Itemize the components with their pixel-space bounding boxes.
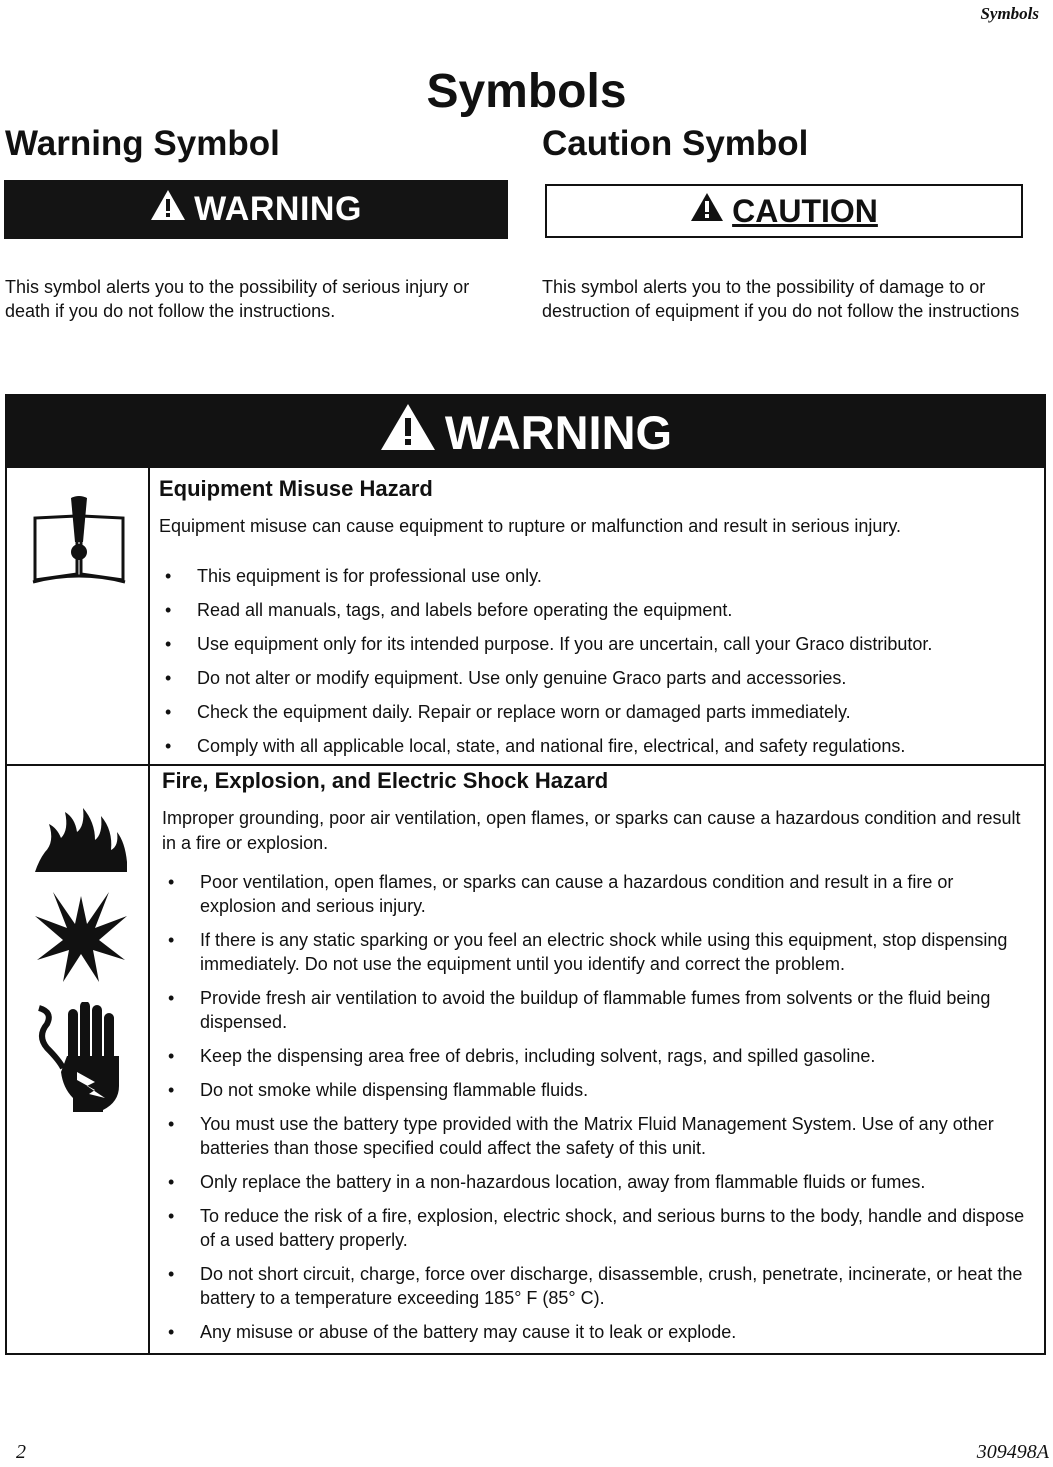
hazard-intro: Improper grounding, poor air ventilation, open flames, or sparks can cause a hazardous condition and result in a fire or explosion. (162, 808, 1021, 853)
list-item: • Do not alter or modify equipment. Use only genuine Graco parts and accessories. (159, 666, 1034, 700)
manual-read-icon (31, 496, 127, 591)
warning-banner-label: WARNING (194, 190, 362, 228)
caution-banner-label: CAUTION (732, 192, 878, 229)
list-item: • Check the equipment daily. Repair or replace worn or damaged parts immediately. (159, 700, 1034, 734)
list-item: • Read all manuals, tags, and labels before operating the equipment. (159, 598, 1034, 632)
list-item: • This equipment is for professional use only. (159, 564, 1034, 598)
list-item: • Do not smoke while dispensing flammable fluids. (162, 1078, 1034, 1112)
list-item: • Poor ventilation, open flames, or sparks can cause a hazardous condition and result in a fire or explosion and serious injury. (162, 870, 1034, 928)
warning-triangle-icon (379, 402, 437, 463)
caution-symbol-title: Caution Symbol (542, 124, 809, 163)
hazard-bullet-list (159, 564, 1034, 768)
page-title: Symbols (426, 65, 627, 118)
hazard-title: Equipment Misuse Hazard (159, 476, 433, 501)
caution-triangle-icon (690, 192, 724, 230)
warning-symbol-title: Warning Symbol (5, 124, 280, 163)
list-item: • Keep the dispensing area free of debris, including solvent, rags, and spilled gasoline. (162, 1044, 1034, 1078)
hazard-icon-column (7, 468, 150, 764)
list-item: • You must use the battery type provided with the Matrix Fluid Management System. Use of any other batteries than those specified could affect the safety of this unit. (162, 1112, 1034, 1170)
list-item: • If there is any static sparking or you feel an electric shock while using this equipment, stop dispensing immediately. Do not use the equipment until you identify and correct the problem. (162, 928, 1034, 986)
hazard-row-equipment-misuse (7, 468, 1044, 766)
list-item: • Any misuse or abuse of the battery may cause it to leak or explode. (162, 1320, 1034, 1350)
hazard-row-fire-explosion-shock (7, 766, 1044, 1353)
warning-symbol-description: This symbol alerts you to the possibility of serious injury or death if you do not follow the instructions. (5, 277, 470, 321)
hazard-title: Fire, Explosion, and Electric Shock Hazard (162, 768, 609, 793)
list-item: • Use equipment only for its intended purpose. If you are uncertain, call your Graco distributor. (159, 632, 1034, 666)
list-item: • To reduce the risk of a fire, explosion, electric shock, and serious burns to the body, handle and dispose of a used battery properly. (162, 1204, 1034, 1262)
caution-symbol-description: This symbol alerts you to the possibility of damage to or destruction of equipment if you do not follow the instructions (542, 277, 1020, 321)
explosion-icon (33, 888, 129, 989)
list-item: • Comply with all applicable local, state, and national fire, electrical, and safety regulations. (159, 734, 1034, 768)
hazard-intro: Equipment misuse can cause equipment to rupture or malfunction and result in serious injury. (159, 516, 902, 536)
warning-triangle-icon (150, 189, 186, 230)
warning-panel-header (7, 396, 1044, 468)
electric-shock-icon (33, 1002, 129, 1119)
caution-symbol-banner (545, 184, 1023, 238)
document-number: 309498A (976, 1441, 1049, 1463)
list-item: • Only replace the battery in a non-hazardous location, away from flammable fluids or fumes. (162, 1170, 1034, 1204)
page-number: 2 (16, 1441, 26, 1463)
warning-panel (5, 394, 1046, 1355)
hazard-icon-column (7, 766, 150, 1353)
running-header: Symbols (980, 4, 1039, 23)
fire-icon (33, 802, 129, 879)
warning-panel-label: WARNING (444, 405, 673, 459)
list-item: • Do not short circuit, charge, force over discharge, disassemble, crush, penetrate, incinerate, or heat the battery to a temperature exceeding 185° F (85° C). (162, 1262, 1034, 1320)
list-item: • Provide fresh air ventilation to avoid the buildup of flammable fumes from solvents or the fluid being dispensed. (162, 986, 1034, 1044)
hazard-bullet-list (162, 870, 1034, 1350)
warning-symbol-banner (4, 180, 508, 239)
